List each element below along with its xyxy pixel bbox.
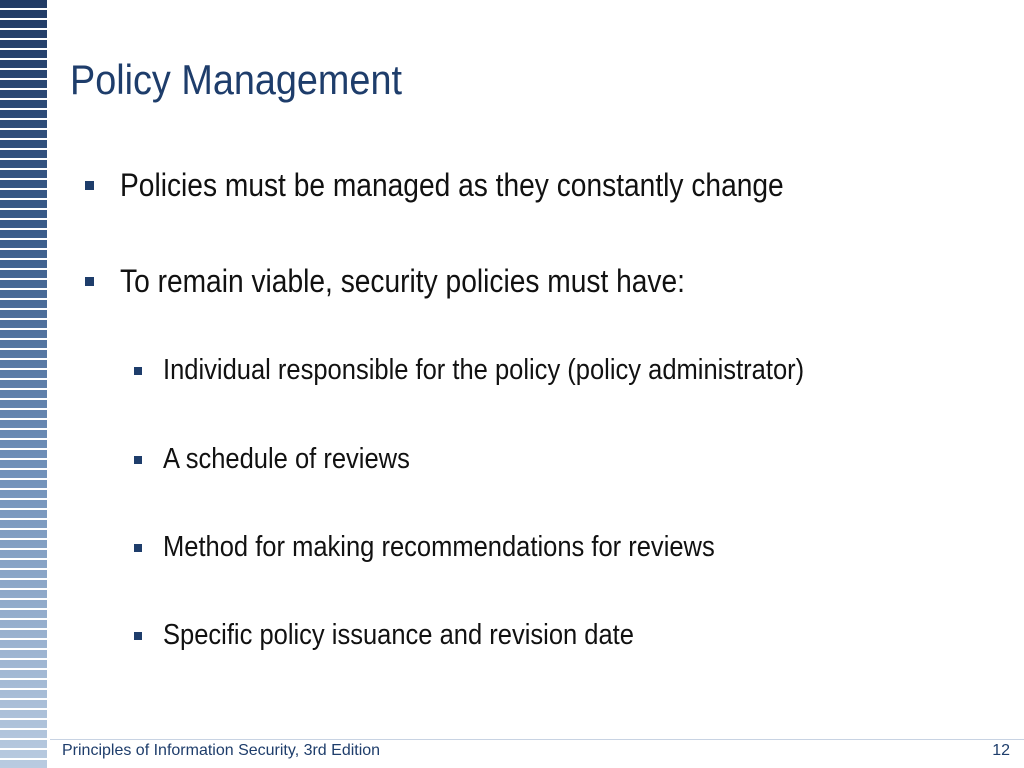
sub-bullet-text: Individual responsible for the policy (policy administrator) xyxy=(163,354,805,386)
bullet-text: Policies must be managed as they constantly change xyxy=(120,167,784,203)
slide-page-number: 12 xyxy=(992,742,1010,759)
sub-bullet-text: Method for making recommendations for reviews xyxy=(163,531,715,563)
square-bullet-icon xyxy=(134,456,142,464)
bullet-item xyxy=(85,167,874,204)
sub-bullet-item xyxy=(134,619,698,652)
sub-bullet-text: Specific policy issuance and revision date xyxy=(163,619,634,651)
square-bullet-icon xyxy=(134,367,142,375)
sub-bullet-item xyxy=(134,354,892,387)
sub-bullet-item xyxy=(134,531,790,564)
square-bullet-icon xyxy=(134,632,142,640)
footer-divider xyxy=(50,739,1024,740)
bullet-text: To remain viable, security policies must have: xyxy=(120,263,686,299)
sub-bullet-item xyxy=(134,443,443,476)
footer-book-title: Principles of Information Security, 3rd Edition xyxy=(62,742,381,759)
square-bullet-icon xyxy=(85,277,94,286)
square-bullet-icon xyxy=(85,181,94,190)
slide-title: Policy Management xyxy=(70,56,402,103)
bullet-item xyxy=(85,263,762,300)
square-bullet-icon xyxy=(134,544,142,552)
sub-bullet-text: A schedule of reviews xyxy=(163,443,410,475)
